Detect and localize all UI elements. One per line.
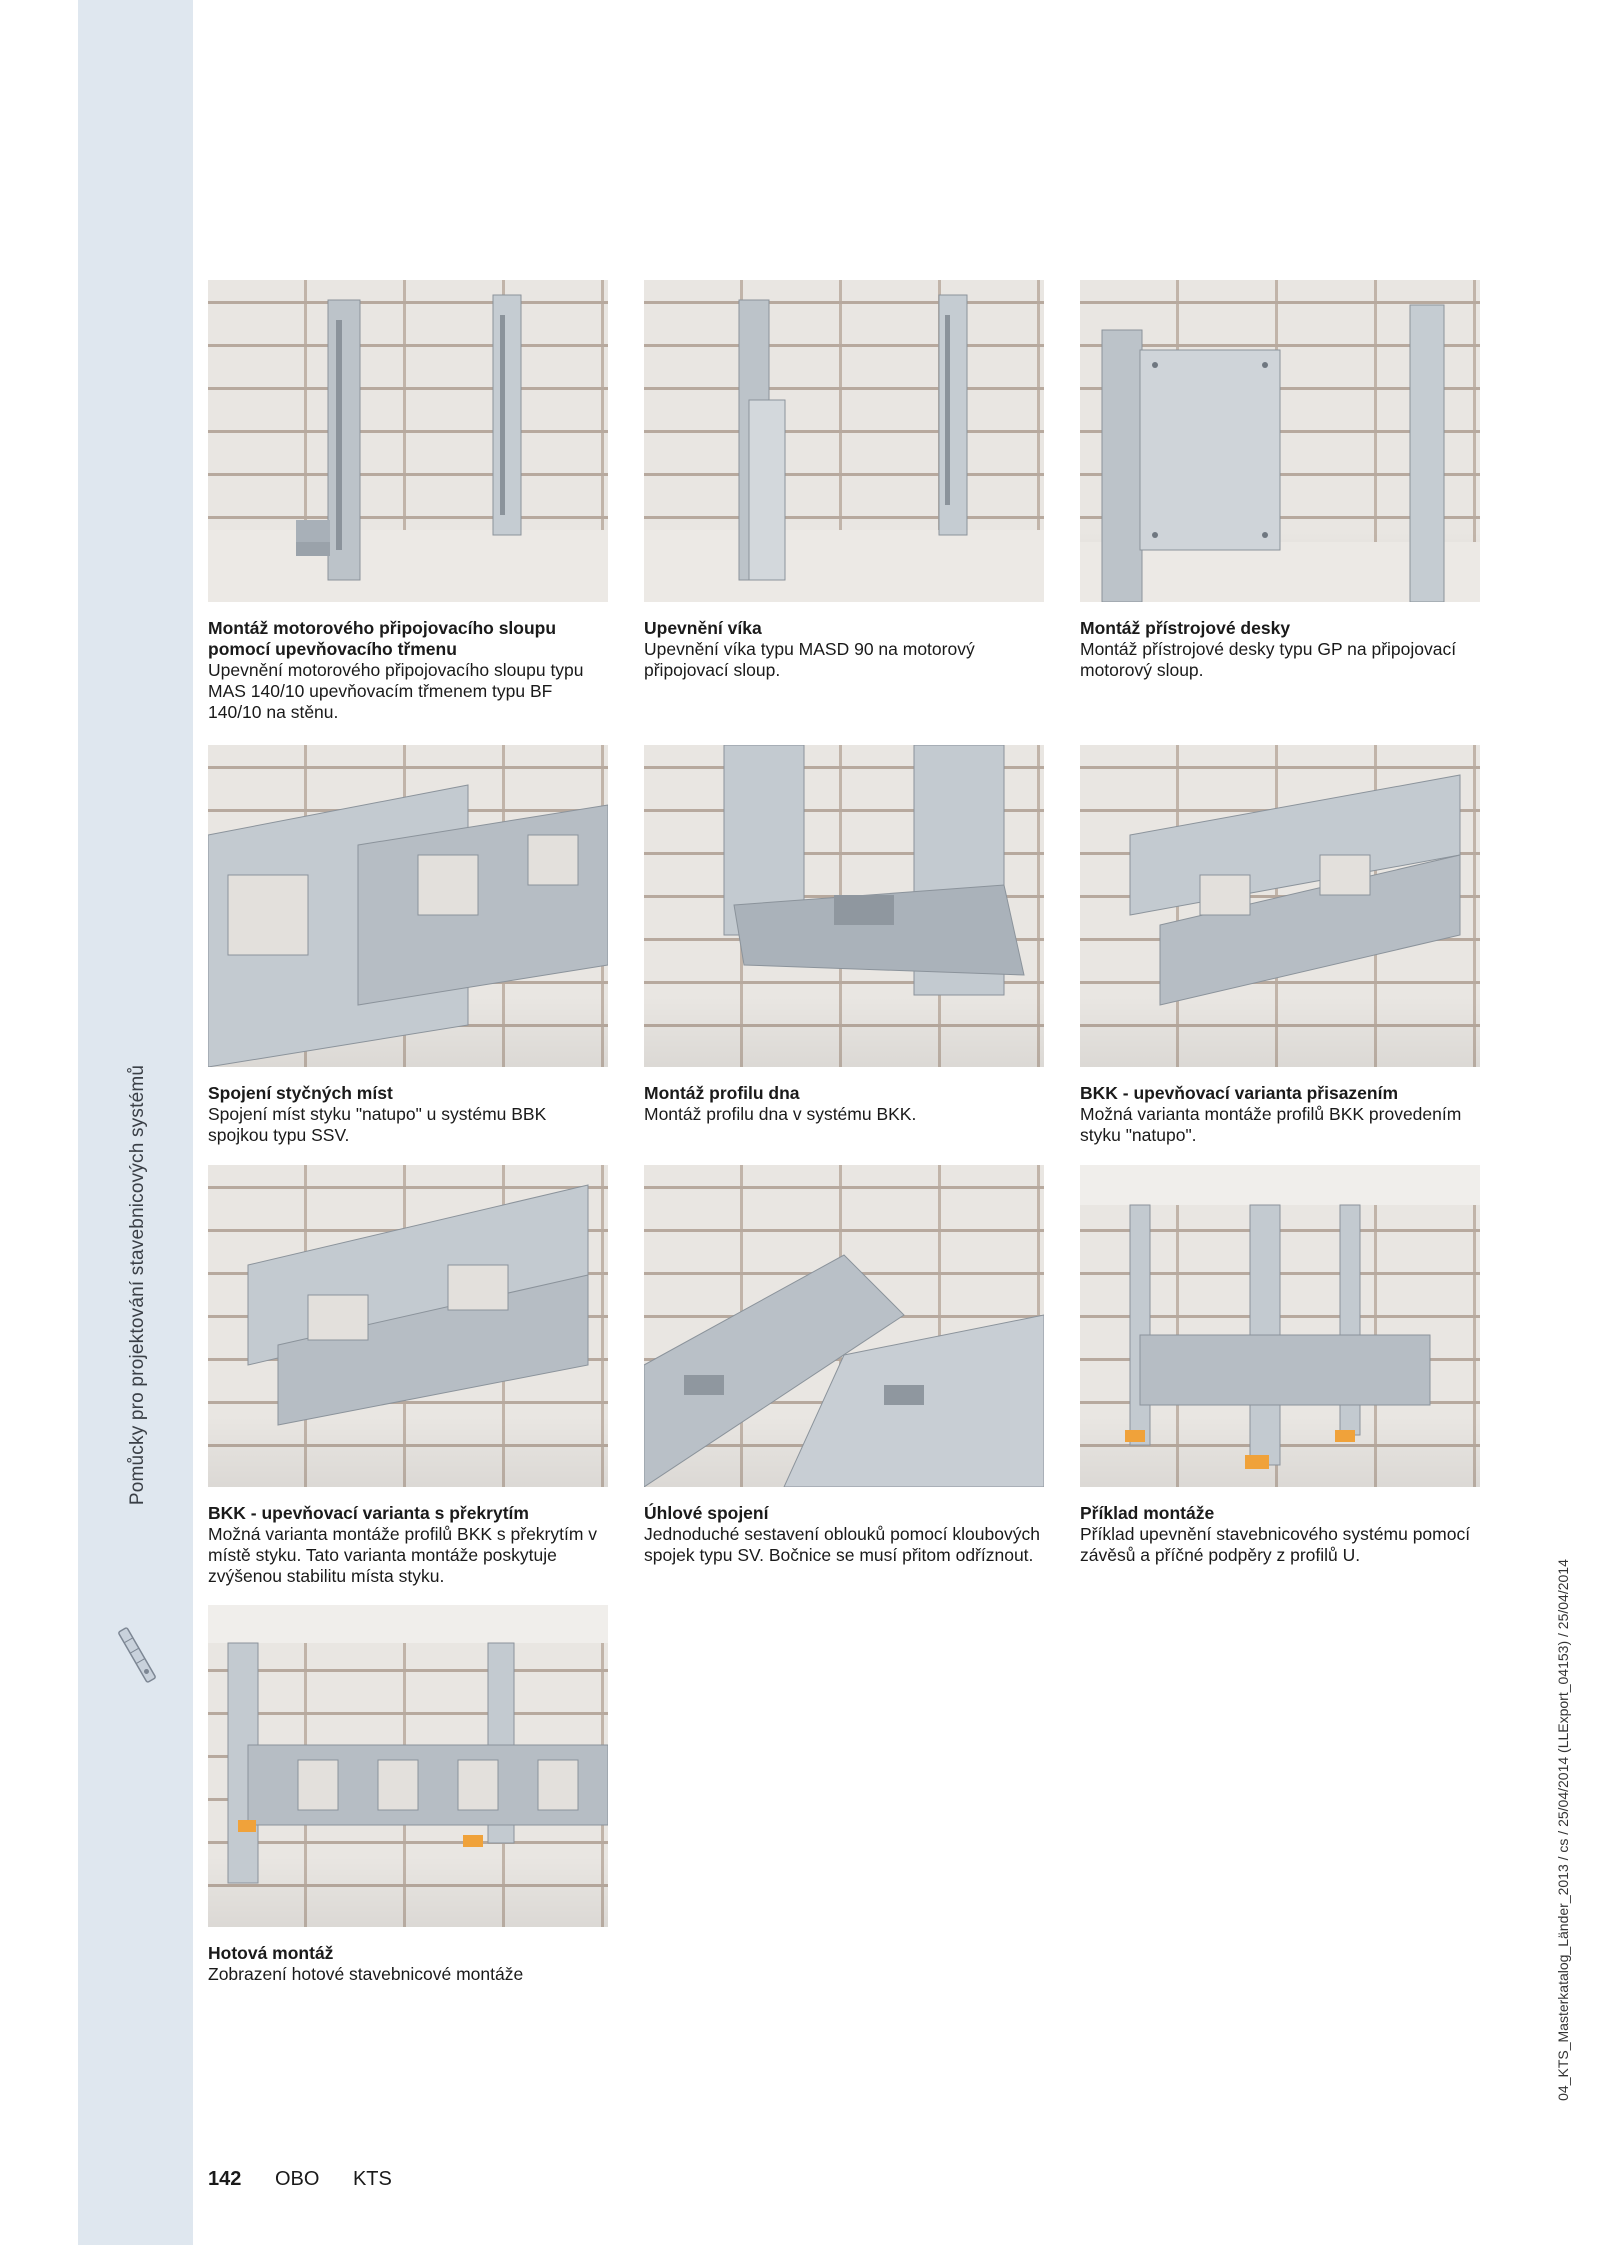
card-description: Spojení míst styku "natupo" u systému BBK spojkou typu SSV.	[208, 1104, 547, 1145]
card-angle-connection	[644, 1165, 1044, 1566]
card-device-plate-mounting	[1080, 280, 1480, 681]
card-bkk-butt-variant	[1080, 745, 1480, 1146]
card-bottom-profile	[644, 745, 1044, 1125]
footer-section: KTS	[352, 2168, 392, 2190]
photo-mounting-example	[1080, 1165, 1480, 1487]
card-description: Zobrazení hotové stavebnicové montáže	[208, 1964, 524, 1984]
card-bkk-overlap-variant	[208, 1165, 608, 1587]
card-motor-column-mounting	[208, 280, 608, 723]
document-export-meta: 04_KTS_Masterkatalog_Länder_2013 / cs / 25/04/2014 (LLExport_04153) / 25/04/2014	[1555, 1559, 1571, 2101]
page-number: 142	[208, 2168, 242, 2190]
photo-bottom-profile	[644, 745, 1044, 1067]
card-title: BKK - upevňovací varianta s překrytím	[208, 1503, 529, 1523]
photo-bkk-butt	[1080, 745, 1480, 1067]
card-lid-fastening	[644, 280, 1044, 681]
tool-icon	[117, 1620, 157, 1690]
card-mounting-example	[1080, 1165, 1480, 1566]
page-footer	[208, 2168, 420, 2191]
photo-joint	[208, 745, 608, 1067]
card-description: Montáž profilu dna v systému BKK.	[644, 1104, 917, 1124]
sidebar-section-label: Pomůcky pro projektování stavebnicových systémů	[127, 1064, 148, 1506]
photo-angle	[644, 1165, 1044, 1487]
card-title: Upevnění víka	[644, 618, 762, 638]
card-title: BKK - upevňovací varianta přisazením	[1080, 1083, 1399, 1103]
card-description: Jednoduché sestavení oblouků pomocí kloubových spojek typu SV. Bočnice se musí přitom odříznout.	[644, 1524, 1040, 1565]
photo-lid	[644, 280, 1044, 602]
footer-brand: OBO	[274, 2168, 320, 2190]
photo-finished-mounting	[208, 1605, 608, 1927]
card-description: Montáž přístrojové desky typu GP na připojovací motorový sloup.	[1080, 639, 1457, 680]
card-title: Spojení styčných míst	[208, 1083, 393, 1103]
card-title: Montáž přístrojové desky	[1080, 618, 1291, 638]
card-joint-connection	[208, 745, 608, 1146]
card-title: Montáž profilu dna	[644, 1083, 800, 1103]
photo-device-plate	[1080, 280, 1480, 602]
card-description: Příklad upevnění stavebnicového systému pomocí závěsů a příčné podpěry z profilů U.	[1080, 1524, 1471, 1565]
card-description: Možná varianta montáže profilů BKK s překrytím v místě styku. Tato varianta montáže poskytuje zvýšenou stabilitu místa styku.	[208, 1524, 598, 1586]
card-finished-mounting	[208, 1605, 608, 1985]
card-description: Upevnění víka typu MASD 90 na motorový připojovací sloup.	[644, 639, 975, 680]
card-description: Upevnění motorového připojovacího sloupu typu MAS 140/10 upevňovacím třmenem typu BF 140/10 na stěnu.	[208, 660, 584, 722]
card-title: Úhlové spojení	[644, 1503, 769, 1523]
card-description: Možná varianta montáže profilů BKK provedením styku "natupo".	[1080, 1104, 1462, 1145]
card-title: Příklad montáže	[1080, 1503, 1215, 1523]
photo-motor-column	[208, 280, 608, 602]
photo-bkk-overlap	[208, 1165, 608, 1487]
card-title: Hotová montáž	[208, 1943, 334, 1963]
card-title: Montáž motorového připojovacího sloupu pomocí upevňovacího třmenu	[208, 618, 557, 659]
